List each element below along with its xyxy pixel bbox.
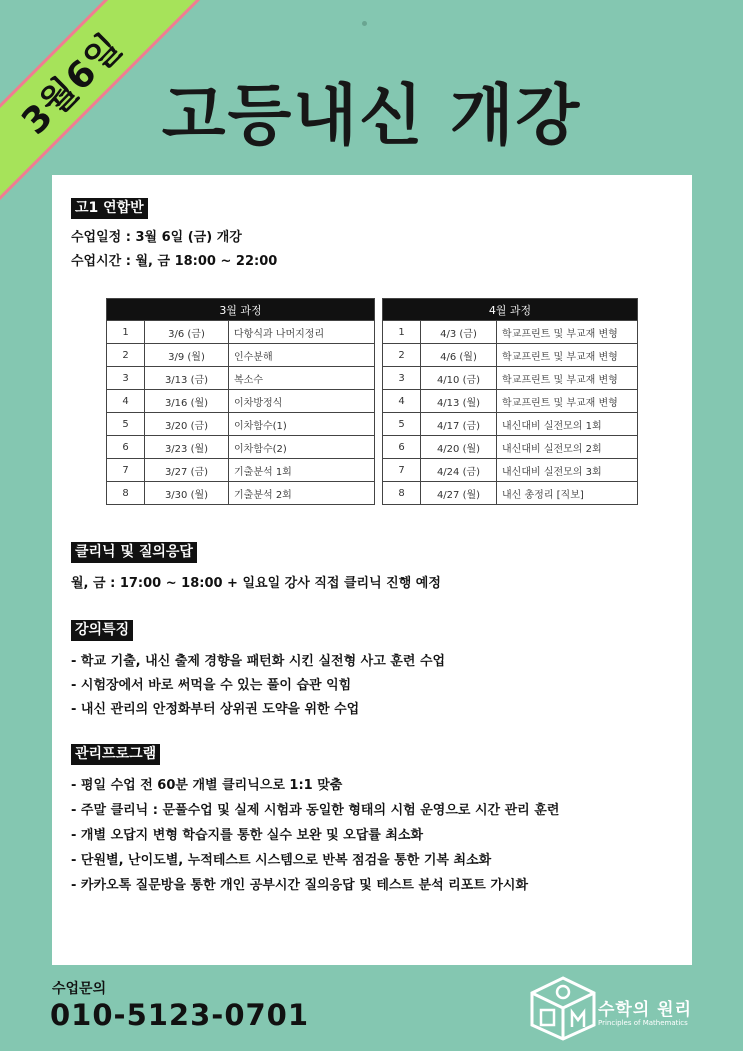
session-number: 8 <box>107 482 145 505</box>
session-topic: 다항식과 나머지정리 <box>229 321 375 344</box>
table-row <box>107 367 375 390</box>
session-date: 4/10 (금) <box>421 367 497 390</box>
table-row <box>107 459 375 482</box>
march-header: 3월 과정 <box>107 299 375 321</box>
session-date: 4/27 (월) <box>421 482 497 505</box>
table-row <box>107 482 375 505</box>
program-item: - 단원별, 난이도별, 누적테스트 시스템으로 반복 점검을 통한 기복 최소화 <box>71 853 492 868</box>
session-date: 3/20 (금) <box>145 413 229 436</box>
table-row <box>383 321 638 344</box>
session-date: 3/23 (월) <box>145 436 229 459</box>
april-header: 4월 과정 <box>383 299 638 321</box>
session-date: 3/30 (월) <box>145 482 229 505</box>
feature-item: - 내신 관리의 안정화부터 상위권 도약을 위한 수업 <box>71 702 360 717</box>
session-date: 3/16 (월) <box>145 390 229 413</box>
table-row <box>107 436 375 459</box>
date-ribbon: 3월6일 <box>0 0 211 220</box>
program-item: - 카카오톡 질문방을 통한 개인 공부시간 질의응답 및 테스트 분석 리포트 가시화 <box>71 878 529 893</box>
session-topic: 복소수 <box>229 367 375 390</box>
session-date: 3/6 (금) <box>145 321 229 344</box>
session-number: 4 <box>383 390 421 413</box>
session-date: 4/20 (월) <box>421 436 497 459</box>
table-row <box>383 459 638 482</box>
session-topic: 학교프린트 및 부교재 변형 <box>497 344 638 367</box>
table-row <box>383 482 638 505</box>
clinic-heading: 클리닉 및 질의응답 <box>71 542 197 563</box>
april-table <box>382 298 638 505</box>
feature-item: - 학교 기출, 내신 출제 경향을 패턴화 시킨 실전형 사고 훈련 수업 <box>71 654 446 669</box>
feature-item: - 시험장에서 바로 써먹을 수 있는 풀이 습관 익힘 <box>71 678 352 693</box>
table-row <box>107 413 375 436</box>
decorative-dot <box>362 21 367 26</box>
session-topic: 이차함수(2) <box>229 436 375 459</box>
session-topic: 학교프린트 및 부교재 변형 <box>497 321 638 344</box>
course-heading: 고1 연합반 <box>71 198 148 219</box>
session-topic: 내신대비 실전모의 3회 <box>497 459 638 482</box>
table-row <box>383 344 638 367</box>
session-topic: 이차방정식 <box>229 390 375 413</box>
content-card <box>52 175 692 965</box>
session-date: 4/3 (금) <box>421 321 497 344</box>
session-date: 3/27 (금) <box>145 459 229 482</box>
session-date: 4/6 (월) <box>421 344 497 367</box>
course-schedule: 수업일정 : 3월 6일 (금) 개강 <box>71 230 242 245</box>
session-topic: 기출분석 1회 <box>229 459 375 482</box>
program-item: - 개별 오답지 변형 학습지를 통한 실수 보완 및 오답률 최소화 <box>71 828 424 843</box>
session-number: 6 <box>107 436 145 459</box>
session-number: 5 <box>383 413 421 436</box>
brand-name: 수학의 원리 <box>598 1000 693 1020</box>
session-number: 7 <box>107 459 145 482</box>
table-row <box>107 390 375 413</box>
features-heading: 강의특징 <box>71 620 133 641</box>
program-heading: 관리프로그램 <box>71 744 160 765</box>
table-row <box>107 321 375 344</box>
table-row <box>107 344 375 367</box>
cube-logo-icon <box>528 975 598 1041</box>
march-table <box>106 298 375 505</box>
session-topic: 내신대비 실전모의 2회 <box>497 436 638 459</box>
program-item: - 평일 수업 전 60분 개별 클리닉으로 1:1 맞춤 <box>71 778 343 793</box>
session-topic: 이차함수(1) <box>229 413 375 436</box>
program-item: - 주말 클리닉 : 문풀수업 및 실제 시험과 동일한 형태의 시험 운영으로 시간 관리 훈련 <box>71 803 560 818</box>
brand-subtitle: Principles of Mathematics <box>598 1019 688 1027</box>
clinic-text: 월, 금 : 17:00 ~ 18:00 + 일요일 강사 직접 클리닉 진행 예정 <box>71 576 441 591</box>
course-time: 수업시간 : 월, 금 18:00 ~ 22:00 <box>71 254 278 269</box>
session-number: 1 <box>107 321 145 344</box>
table-row <box>383 413 638 436</box>
session-topic: 학교프린트 및 부교재 변형 <box>497 390 638 413</box>
session-number: 7 <box>383 459 421 482</box>
session-topic: 기출분석 2회 <box>229 482 375 505</box>
session-number: 1 <box>383 321 421 344</box>
session-number: 4 <box>107 390 145 413</box>
session-date: 4/17 (금) <box>421 413 497 436</box>
contact-label: 수업문의 <box>52 981 107 997</box>
session-date: 3/9 (월) <box>145 344 229 367</box>
session-number: 2 <box>383 344 421 367</box>
session-topic: 내신 총정리 [직보] <box>497 482 638 505</box>
session-number: 2 <box>107 344 145 367</box>
table-row <box>383 367 638 390</box>
session-topic: 인수분해 <box>229 344 375 367</box>
session-topic: 내신대비 실전모의 1회 <box>497 413 638 436</box>
session-number: 3 <box>383 367 421 390</box>
session-number: 6 <box>383 436 421 459</box>
session-topic: 학교프린트 및 부교재 변형 <box>497 367 638 390</box>
contact-phone: 010-5123-0701 <box>50 998 310 1032</box>
page-title: 고등내신 개강 <box>161 77 582 154</box>
session-number: 8 <box>383 482 421 505</box>
table-row <box>383 390 638 413</box>
session-date: 3/13 (금) <box>145 367 229 390</box>
session-date: 4/13 (월) <box>421 390 497 413</box>
table-row <box>383 436 638 459</box>
session-number: 3 <box>107 367 145 390</box>
session-date: 4/24 (금) <box>421 459 497 482</box>
session-number: 5 <box>107 413 145 436</box>
